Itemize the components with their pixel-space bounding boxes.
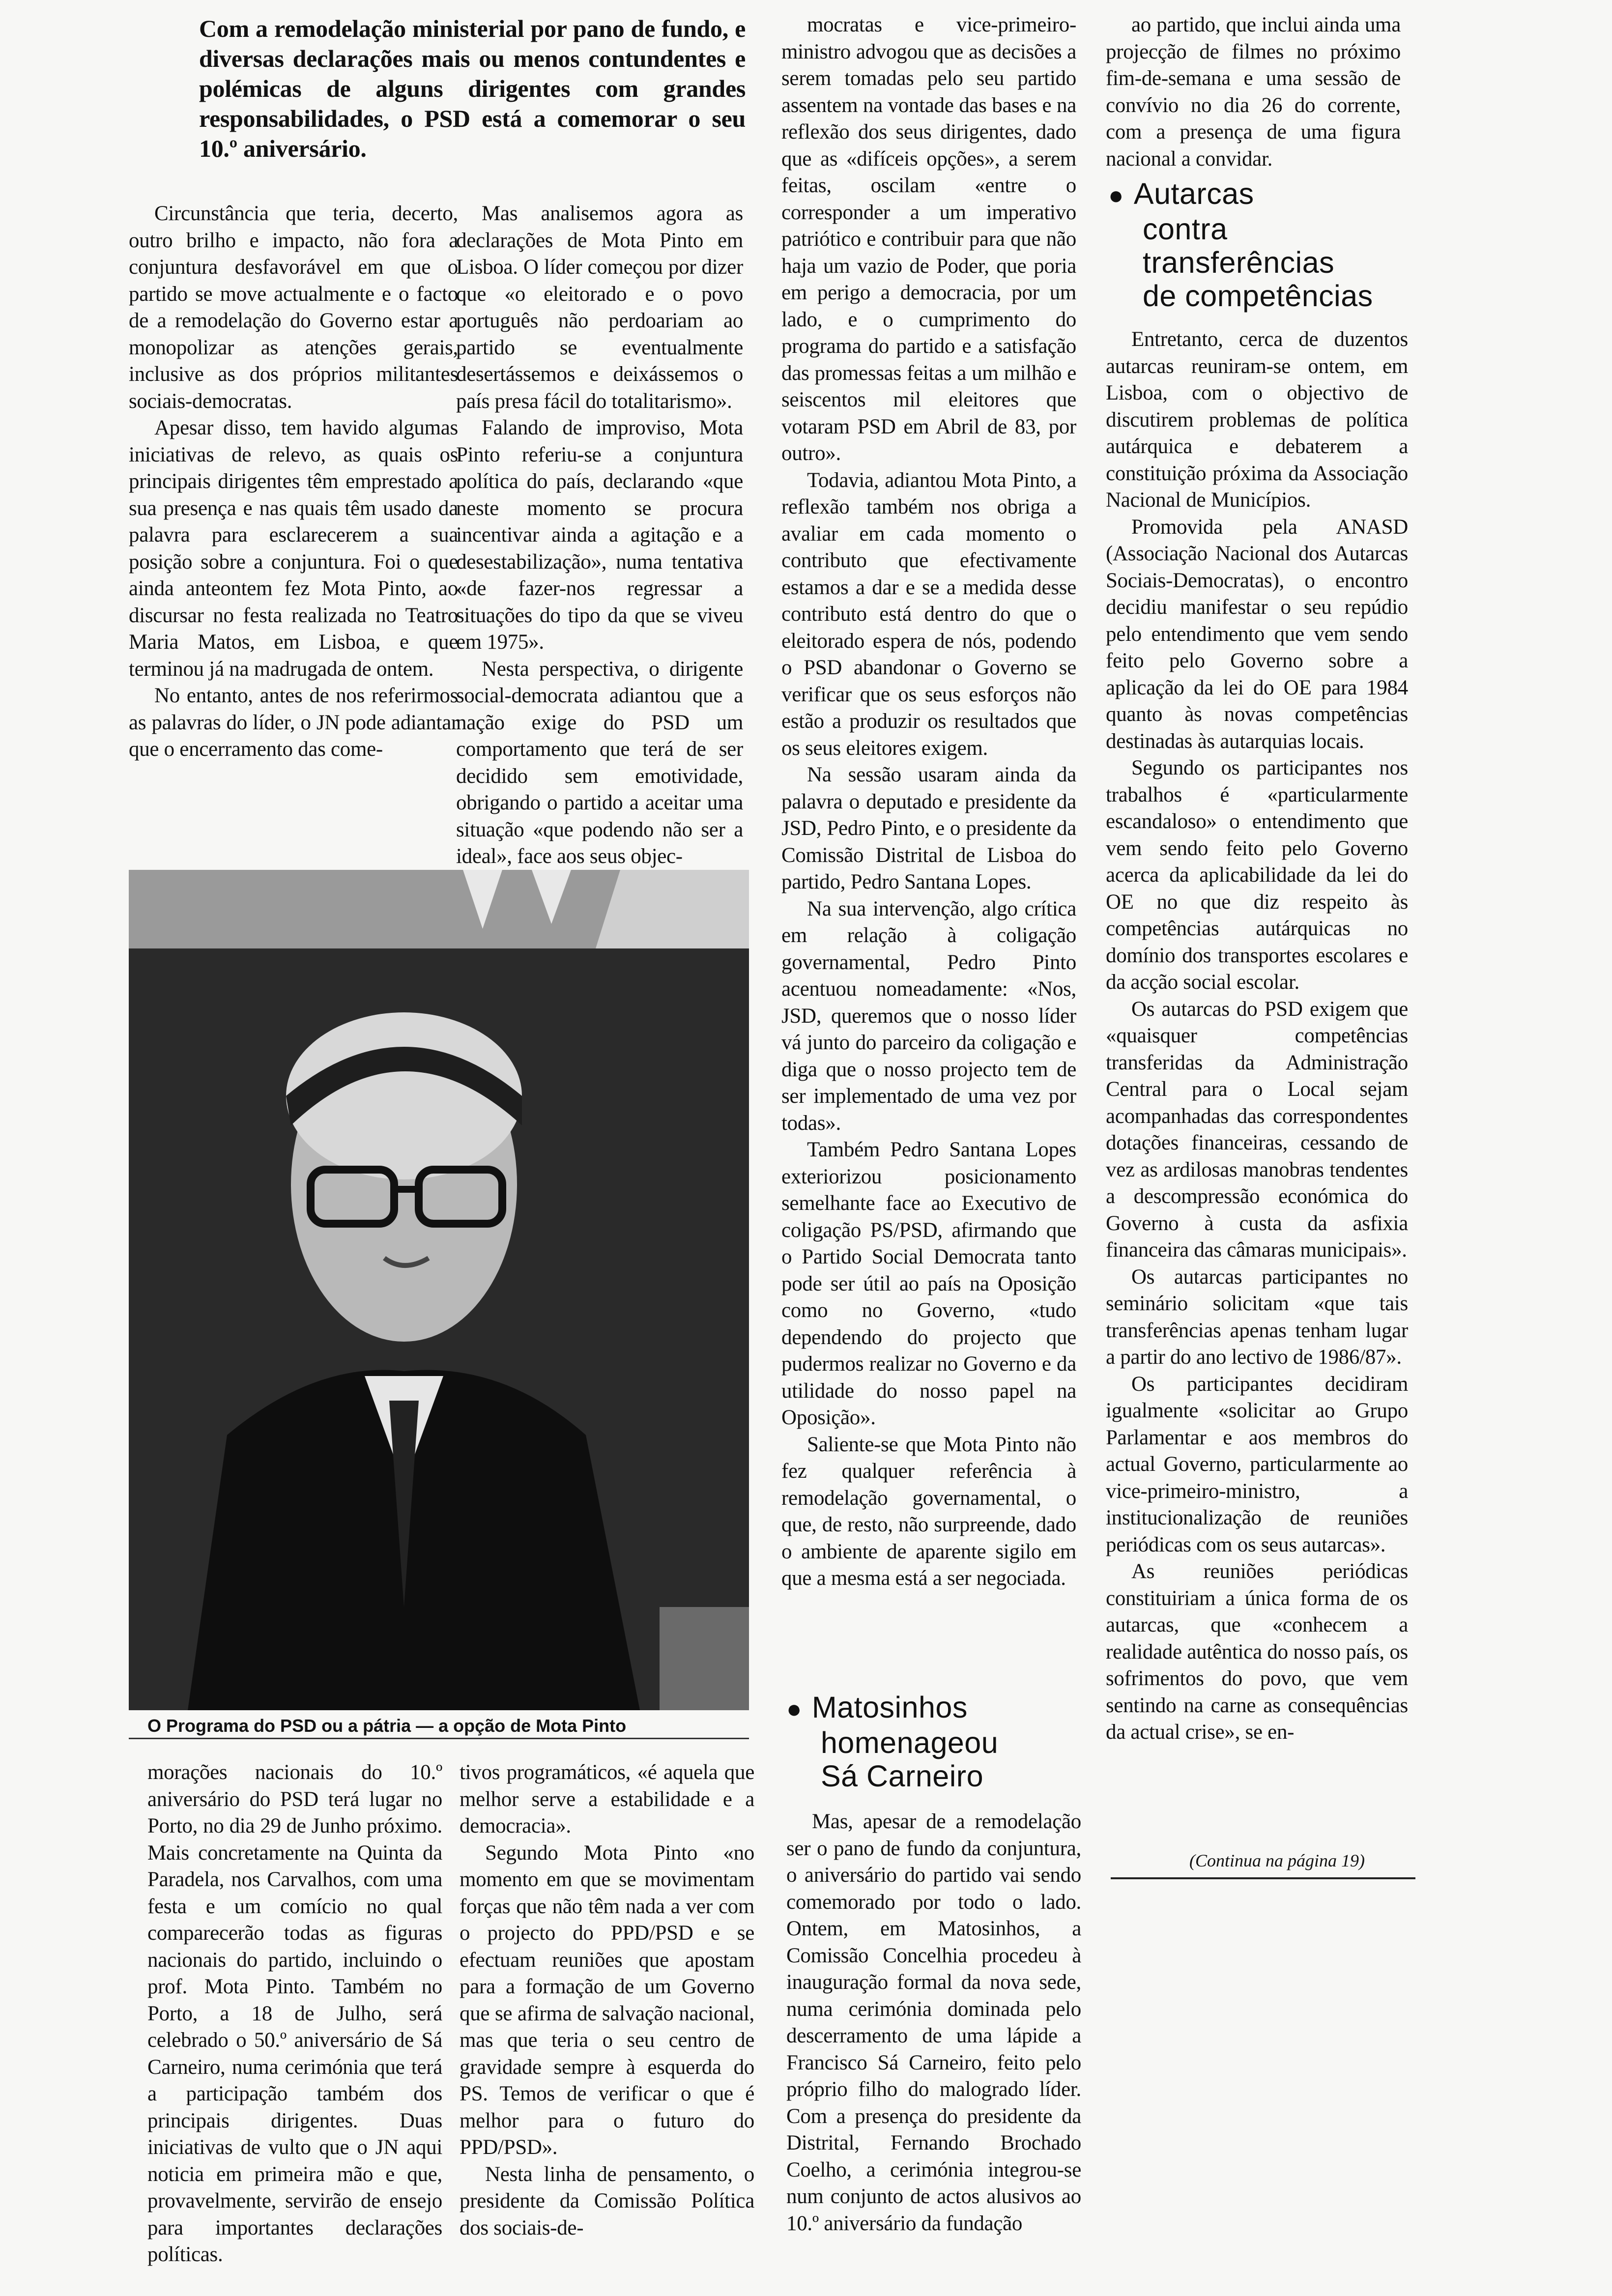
- paragraph: Nesta linha de pensamento, o presidente da Comissão Política dos sociais-de-: [460, 2162, 754, 2239]
- paragraph: Mas, apesar de a remodelação ser o pano de fundo da conjuntura, o aniversário do partido vai sendo comemorado por todo o lado. Ontem, em Matosinhos, a Comissão Concelhia procedeu à inauguração formal da nova sede, numa cerimónia dominada pelo descerramento de uma lápide a Francisco Sá Carneiro, feito pelo próprio filho do malogrado líder. Com a presença do presidente da Distrital, Fernando Brochado Coelho, a cerimónia integrou-se num conjunto de actos alusivos ao 10.º aniversário da fundação: [786, 1810, 1081, 2235]
- paragraph: Nesta perspectiva, o dirigente social-democrata adiantou que a nação exige do PSD um comportamento que terá de ser decidido sem emotividade, obrigando o partido a aceitar uma situação «que podendo não ser a ideal», face aos seus objec-: [456, 657, 743, 868]
- article-column-2-bottom: [460, 1759, 754, 2285]
- paragraph: Os autarcas do PSD exigem que «quaisquer competências transferidas da Administração Central para o Local sejam acompanhadas das correspondentes dotações financeiras, cessando de vez as ardilosas manobras tendentes a descompressão económica do Governo à custa da asfixia financeira das câmaras municipais».: [1106, 997, 1408, 1262]
- heading-line: Autarcas: [1133, 177, 1254, 210]
- article-column-4-body: [1106, 326, 1408, 1845]
- paragraph: mocratas e vice-primeiro-ministro advogou que as decisões a serem tomadas pelo seu partido assentem na vontade das bases e na reflexão dos seus dirigentes, dado que as «difíceis opções», a serem feitas, oscilam «entre o corresponder a um imperativo patriótico e contribuir para que não haja um vazio de Poder, que poria em perigo a democracia, por um lado, e o cumprimento do programa do partido e a satisfação das promessas feitas a um milhão e seiscentos mil eleitores que votaram PSD em Abril de 83, por outro».: [781, 13, 1076, 465]
- paragraph: Os autarcas participantes no seminário solicitam «que tais transferências apenas tenham lugar a partir do ano lectivo de 1986/87».: [1106, 1265, 1408, 1369]
- heading-line: transferências: [1143, 246, 1335, 279]
- continuation-note: (Continua na página 19): [1189, 1851, 1365, 1870]
- heading-line: de competências: [1143, 279, 1373, 313]
- paragraph: Falando de improviso, Mota Pinto referiu-se a conjuntura política do país, declarando «que neste momento se procura incentivar ainda a agitação e a desestabilização», numa tentativa «de fazer-nos regressar a situações do tipo da que se viveu em 1975».: [456, 416, 743, 654]
- paragraph: Os participantes decidiram igualmente «solicitar ao Grupo Parlamentar e aos membros do actual Governo, particularmente ao vice-primeiro-ministro, a institucionalização de reuniões periódicas com os seus autarcas».: [1106, 1372, 1408, 1556]
- paragraph: Promovida pela ANASD (Associação Nacional dos Autarcas Sociais-Democratas), o encontro decidiu manifestar o seu repúdio pelo entendimento que vem sendo feito pelo Governo sobre a aplicação da lei do OE para 1984 quanto às novas competências destinadas às autarquias locais.: [1106, 515, 1408, 753]
- article-column-3: [781, 12, 1076, 1693]
- paragraph: No entanto, antes de nos referirmos as palavras do líder, o JN pode adiantar que o encerramento das come-: [129, 684, 458, 761]
- article-column-1: [129, 201, 458, 854]
- heading-line: Sá Carneiro: [821, 1759, 983, 1793]
- article-column-4: [1106, 12, 1401, 179]
- paragraph: Na sua intervenção, algo crítica em relação à coligação governamental, Pedro Pinto acentuou nomeadamente: «Nos, JSD, queremos que o nosso líder vá junto do parceiro da coligação e diga que o nosso projecto tem de ser implementado de uma vez por todas».: [781, 897, 1076, 1135]
- photo-mota-pinto: [129, 870, 749, 1710]
- bullet-icon: ●: [786, 1695, 802, 1723]
- paragraph: tivos programáticos, «é aquela que melhor serve a estabilidade e a democracia».: [460, 1761, 754, 1837]
- lead-paragraph: Com a remodelação ministerial por pano de fundo, e diversas declarações mais ou menos contundentes e polémicas de alguns dirigentes com grandes responsabilidades, o PSD está a comemorar o seu 10.º aniversário.: [199, 15, 746, 162]
- article-column-1-bottom: [147, 1759, 442, 2280]
- divider: [1111, 1877, 1415, 1879]
- paragraph: Saliente-se que Mota Pinto não fez qualquer referência à remodelação governamental, o que, de resto, não surpreende, dado o ambiente de aparente sigilo em que a mesma está a ser negociada.: [781, 1433, 1076, 1590]
- bullet-icon: ●: [1108, 181, 1124, 210]
- portrait-illustration: [129, 870, 749, 1710]
- paragraph: Entretanto, cerca de duzentos autarcas reuniram-se ontem, em Lisboa, com o objectivo de discutirem problemas de política autárquica e debaterem a constituição próxima da Associação Nacional de Municípios.: [1106, 328, 1408, 512]
- photo-caption: O Programa do PSD ou a pátria — a opção de Mota Pinto: [147, 1716, 627, 1736]
- article-column-3-bottom: [786, 1808, 1081, 2285]
- paragraph: Apesar disso, tem havido algumas iniciativas de relevo, as quais os principais dirigentes têm emprestado a sua presença e nas quais têm usado da palavra para esclarecerem a sua posição sobre a conjuntura. Foi o que ainda anteontem fez Mota Pinto, ao discursar no festa realizada no Teatro Maria Matos, em Lisboa, e que terminou já na madrugada de ontem.: [129, 416, 458, 681]
- paragraph: Segundo os participantes nos trabalhos é «particularmente escandaloso» o entendimento que vem sendo feito pelo Governo acerca da aplicabilidade da lei do OE no que diz respeito às competências autárquicas no domínio dos transportes escolares e da acção social escolar.: [1106, 756, 1408, 994]
- paragraph: Também Pedro Santana Lopes exteriorizou posicionamento semelhante face ao Executivo de coligação PS/PSD, afirmando que o Partido Social Democrata tanto pode ser útil ao país na Oposição como no Governo, «tudo dependendo do projecto que pudermos realizar no Governo e da utilidade do nosso papel na Oposição».: [781, 1138, 1076, 1429]
- heading-line: homenageou: [821, 1726, 999, 1759]
- heading-autarcas: [1108, 177, 1413, 313]
- paragraph: Todavia, adiantou Mota Pinto, a reflexão também nos obriga a avaliar em cada momento o contributo que efectivamente estamos a dar e se a medida desse contributo está dentro do que o eleitorado espera de nós, podendo o PSD abandonar o Governo se verificar que os seus esforços não estão a produzir os resultados que os seus eleitores exigem.: [781, 468, 1076, 760]
- article-column-2: [456, 201, 743, 868]
- paragraph: As reuniões periódicas constituiriam a única forma de os autarcas, que «conhecem a realidade autêntica do nosso país, os sofrimentos do povo, que vem sentindo na carne as consequências da actual crise», se en-: [1106, 1560, 1408, 1744]
- heading-line: contra: [1143, 212, 1228, 246]
- paragraph: Na sessão usaram ainda da palavra o deputado e presidente da JSD, Pedro Pinto, e o presidente da Comissão Distrital de Lisboa do partido, Pedro Santana Lopes.: [781, 763, 1076, 893]
- paragraph: morações nacionais do 10.º aniversário do PSD terá lugar no Porto, no dia 29 de Junho próximo. Mais concretamente na Quinta da Paradela, nos Carvalhos, com uma festa e um comício no qual comparecerão todas as figuras nacionais do partido, incluindo o prof. Mota Pinto. Também no Porto, a 18 de Julho, será celebrado o 50.º aniversário de Sá Carneiro, numa cerimónia que terá a participação também dos principais dirigentes. Duas iniciativas de vulto que o JN aqui noticia em primeira mão e que, provavelmente, servirão de ensejo para importantes declarações políticas.: [147, 1761, 442, 2266]
- heading-line: Matosinhos: [811, 1691, 968, 1724]
- heading-matosinhos: [786, 1691, 1091, 1793]
- paragraph: Segundo Mota Pinto «no momento em que se movimentam forças que não têm nada a ver com o projecto do PPD/PSD e se efectuam reuniões que apostam para a formação de um Governo que se afirma de salvação nacional, mas que teria o seu centro de gravidade sempre à esquerda do PS. Temos de verificar o que é melhor para o futuro do PPD/PSD».: [460, 1841, 754, 2159]
- paragraph: Circunstância que teria, decerto, outro brilho e impacto, não fora a conjuntura desfavorável em que o partido se move actualmente e o facto de a remodelação do Governo estar a monopolizar as atenções gerais, inclusive as dos próprios militantes sociais-democratas.: [129, 202, 458, 413]
- paragraph: Mas analisemos agora as declarações de Mota Pinto em Lisboa. O líder começou por dizer que «o eleitorado e o povo português não perdoariam ao partido se eventualmente desertássemos e deixássemos o país presa fácil do totalitarismo».: [456, 202, 743, 413]
- paragraph: ao partido, que inclui ainda uma projecção de filmes no próximo fim-de-semana e uma sessão de convívio no dia 26 do corrente, com a presença de uma figura nacional a convidar.: [1106, 13, 1401, 171]
- caption-rule: [129, 1738, 749, 1739]
